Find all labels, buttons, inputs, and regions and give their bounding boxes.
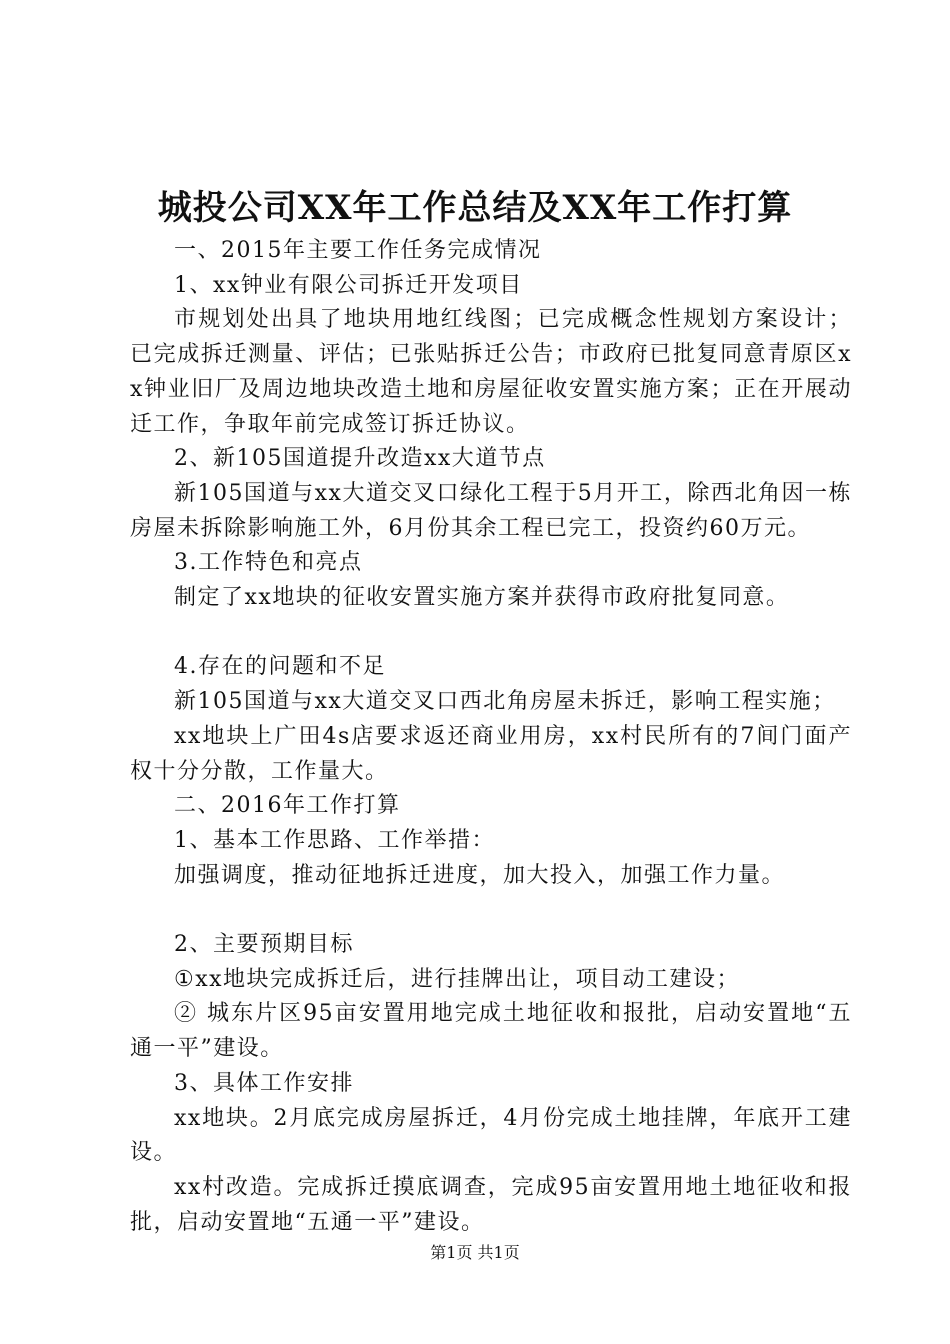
paragraph: 2、新105国道提升改造xx大道节点: [174, 446, 546, 472]
paragraph: xx村改造。完成拆迁摸底调查，完成95亩安置用地土地征收和报批，启动安置地“五通一平”建设。: [130, 1174, 852, 1235]
paragraph: 1、基本工作思路、工作举措：: [174, 827, 495, 853]
paragraph: 新105国道与xx大道交叉口绿化工程于5月开工，除西北角因一栋房屋未拆除影响施工外，6月份其余工程已完工，投资约60万元。: [130, 480, 852, 541]
paragraph: 新105国道与xx大道交叉口西北角房屋未拆迁，影响工程实施；: [174, 689, 836, 715]
paragraph: 4.存在的问题和不足: [174, 654, 386, 680]
paragraph: ② 城东片区95亩安置用地完成土地征收和报批，启动安置地“五通一平”建设。: [130, 1001, 852, 1062]
page-footer: 第1页 共1页: [430, 1243, 520, 1262]
paragraph: 加强调度，推动征地拆迁进度，加大投入，加强工作力量。: [174, 862, 786, 888]
blank-line: [130, 893, 852, 928]
document-title: 城投公司XX年工作总结及XX年工作打算: [157, 188, 793, 228]
paragraph: 一、2015年主要工作任务完成情况: [174, 238, 542, 263]
paragraph: 3.工作特色和亮点: [174, 550, 363, 576]
paragraph: 二、2016年工作打算: [174, 793, 401, 819]
paragraph: ①xx地块完成拆迁后，进行挂牌出让，项目动工建设；: [174, 966, 741, 992]
paragraph: 1、xx钟业有限公司拆迁开发项目: [174, 272, 523, 298]
paragraph: 2、主要预期目标: [174, 932, 354, 958]
blank-line: [130, 616, 852, 651]
paragraph: xx地块。2月底完成房屋拆迁，4月份完成土地挂牌，年底开工建设。: [130, 1105, 852, 1166]
document-body: [130, 234, 852, 1240]
paragraph: 3、具体工作安排: [174, 1070, 354, 1096]
paragraph: xx地块上广田4s店要求返还商业用房，xx村民所有的7间门面产权十分分散，工作量大。: [130, 723, 852, 784]
paragraph: 制定了xx地块的征收安置实施方案并获得市政府批复同意。: [174, 585, 790, 611]
paragraph: 市规划处出具了地块用地红线图；已完成概念性规划方案设计；已完成拆迁测量、评估；已张贴拆迁公告；市政府已批复同意青原区xx钟业旧厂及周边地块改造土地和房屋征收安置实施方案；正在开展动迁工作，争取年前完成签订拆迁协议。: [130, 307, 852, 437]
